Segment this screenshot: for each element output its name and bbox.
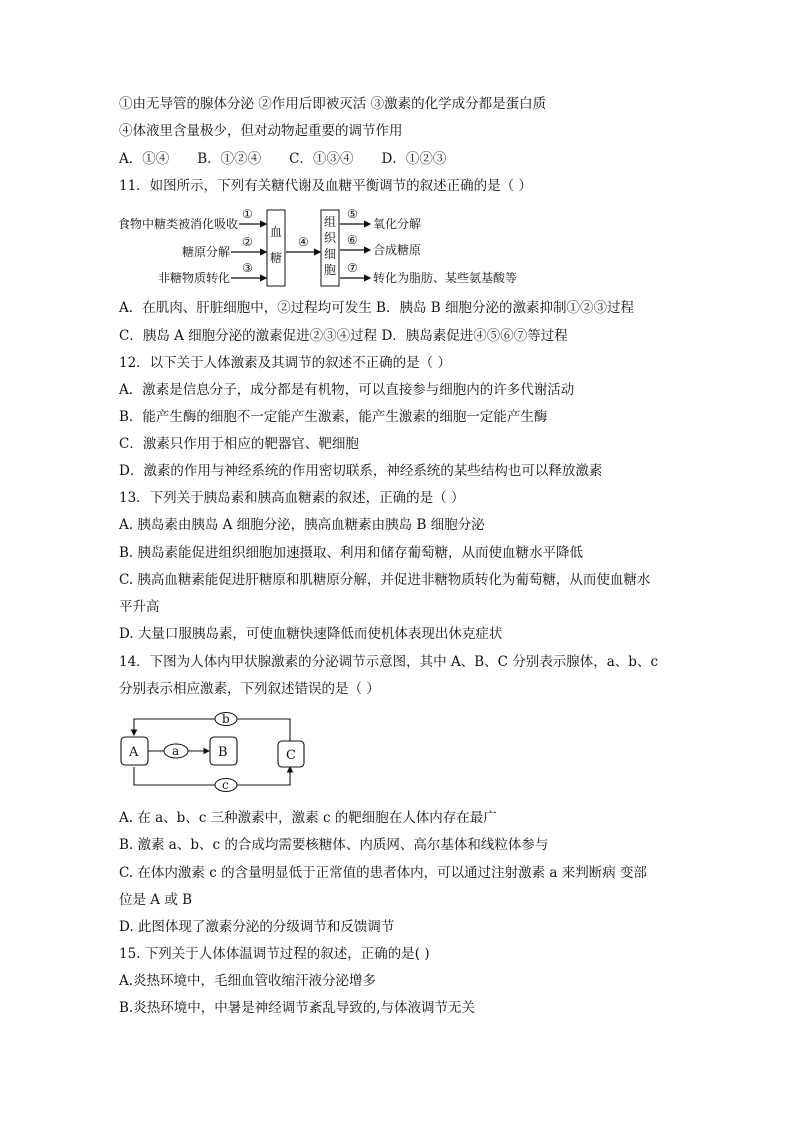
hormone-a-label: a xyxy=(172,744,180,758)
process-4-label: ④ xyxy=(298,235,309,249)
gland-b-label: B xyxy=(218,745,228,760)
process-1-label: ① xyxy=(242,207,253,221)
q14-option-b: B. 激素 a、b、c 的合成均需要核糖体、内质网、高尔基体和线粒体参与 xyxy=(119,837,549,853)
q13-option-c-line1: C. 胰高血糖素能促进肝糖原和肌糖原分解，并促进非糖物质转化为葡萄糖，从而使血糖水 xyxy=(119,572,651,588)
output-oxidation: 氧化分解 xyxy=(373,217,422,231)
process-5-label: ⑤ xyxy=(347,207,358,221)
gland-c-label: C xyxy=(286,748,296,763)
q10-option-a[interactable]: A．①④ xyxy=(119,151,170,167)
q14-option-a: A. 在 a、b、c 三种激素中，激素 c 的靶细胞在人体内存在最广 xyxy=(119,810,497,826)
hormone-c-label: c xyxy=(222,778,229,792)
blood-glucose-char-2: 糖 xyxy=(270,251,283,265)
q10-statements-1: ①由无导管的腺体分泌 ②作用后即被灭活 ③激素的化学成分都是蛋白质 xyxy=(119,96,547,112)
q13-option-b: B. 胰岛素能促进组织细胞加速摄取、利用和储存葡萄糖，从而使血糖水平降低 xyxy=(119,545,584,561)
output-conversion: 转化为脂肪、某些氨基酸等 xyxy=(373,271,518,285)
tissue-cell-char-2: 织 xyxy=(324,231,337,245)
q12-stem: 12．以下关于人体激素及其调节的叙述不正确的是（ ） xyxy=(119,355,451,371)
q10-option-d[interactable]: D．①②③ xyxy=(381,151,447,167)
q13-option-a: A. 胰岛素由胰岛 A 细胞分泌，胰高血糖素由胰岛 B 细胞分泌 xyxy=(119,517,485,533)
q15-option-b: B.炎热环境中，中暑是神经调节紊乱导致的,与体液调节无关 xyxy=(119,1000,476,1016)
q11-stem: 11．如图所示，下列有关糖代谢及血糖平衡调节的叙述正确的是（ ） xyxy=(119,178,532,194)
q14-option-c-line1: C. 在体内激素 c 的含量明显低于正常值的患者体内，可以通过注射激素 a 来判断病 变部 xyxy=(119,865,647,881)
process-3-label: ③ xyxy=(242,261,253,275)
source-digestion: 食物中糖类被消化吸收 xyxy=(118,217,239,231)
q13-option-d: D. 大量口服胰岛素，可使血糖快速降低而使机体表现出休克症状 xyxy=(119,626,503,642)
q15-stem: 15. 下列关于人体体温调节过程的叙述，正确的是( ) xyxy=(119,946,430,962)
output-glycogenesis: 合成糖原 xyxy=(373,243,422,257)
process-2-label: ② xyxy=(242,235,253,249)
q14-option-d: D. 此图体现了激素分泌的分级调节和反馈调节 xyxy=(119,919,395,935)
q12-option-d: D．激素的作用与神经系统的作用密切联系，神经系统的某些结构也可以释放激素 xyxy=(119,463,603,479)
q11-options-ab: A．在肌肉、肝脏细胞中，②过程均可发生 B．胰岛 B 细胞分泌的激素抑制①②③过程 xyxy=(119,300,634,316)
tissue-cell-char-3: 细 xyxy=(324,247,337,261)
q13-stem: 13．下列关于胰岛素和胰高血糖素的叙述，正确的是（ ） xyxy=(119,490,465,506)
blood-glucose-box xyxy=(267,210,285,286)
q11-options-cd: C．胰岛 A 细胞分泌的激素促进②③④过程 D．胰岛素促进④⑤⑥⑦等过程 xyxy=(119,328,568,344)
q14-option-c-line2: 位是 A 或 B xyxy=(119,892,193,908)
q14-stem-line2: 分别表示相应激素，下列叙述错误的是（ ） xyxy=(119,681,380,697)
source-glycogenolysis: 糖原分解 xyxy=(182,245,231,259)
q12-option-c: C．激素只作用于相应的靶器官、靶细胞 xyxy=(119,436,359,452)
gland-a-label: A xyxy=(129,745,139,760)
tissue-cell-char-4: 胞 xyxy=(324,263,337,277)
process-6-label: ⑥ xyxy=(347,233,358,247)
process-7-label: ⑦ xyxy=(347,261,358,275)
q10-option-c[interactable]: C．①③④ xyxy=(289,151,354,167)
q10-statements-2: ④体液里含量极少，但对动物起重要的调节作用 xyxy=(119,123,403,139)
q12-option-a: A．激素是信息分子，成分都是有机物，可以直接参与细胞内的许多代谢活动 xyxy=(119,382,575,398)
thyroid-regulation-diagram xyxy=(118,709,318,793)
q10-option-b[interactable]: B．①②④ xyxy=(197,151,262,167)
q12-option-b: B．能产生酶的细胞不一定能产生激素，能产生激素的细胞一定能产生酶 xyxy=(119,409,548,425)
q10-options xyxy=(119,150,474,168)
hormone-b-label: b xyxy=(222,712,230,726)
q14-stem-line1: 14．下图为人体内甲状腺激素的分泌调节示意图，其中 A、B、C 分别表示腺体，a、b、c xyxy=(119,654,659,670)
feedback-path-bottom xyxy=(134,767,290,785)
glucose-metabolism-diagram xyxy=(118,204,538,290)
tissue-cell-char-1: 组 xyxy=(324,215,337,229)
blood-glucose-char-1: 血 xyxy=(270,225,283,239)
source-gluconeogenesis: 非糖物质转化 xyxy=(158,271,231,285)
q13-option-c-line2: 平升高 xyxy=(119,599,160,615)
q15-option-a: A.炎热环境中，毛细血管收缩汗液分泌增多 xyxy=(119,973,377,989)
